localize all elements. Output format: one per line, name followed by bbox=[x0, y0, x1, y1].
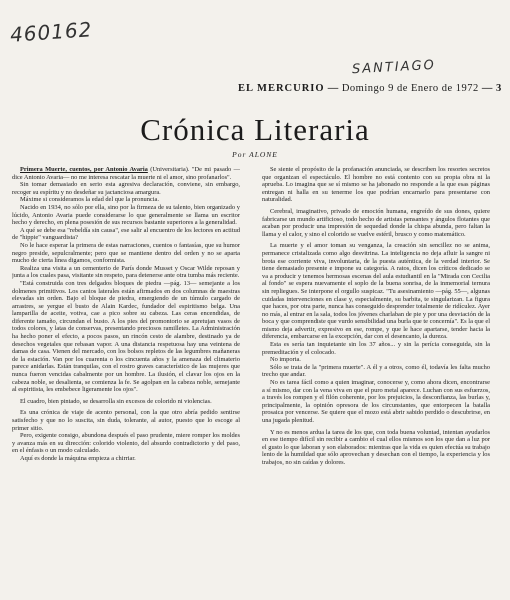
lead-paragraph bbox=[12, 166, 240, 181]
body-paragraph: No importa. bbox=[270, 356, 301, 364]
masthead-separator: — bbox=[481, 83, 493, 94]
article-column-left bbox=[12, 166, 240, 598]
body-paragraph: El cuadro, bien pintado, se desarrolla sin excesos de colorido ni violencias. bbox=[20, 397, 212, 405]
masthead-separator: — bbox=[327, 83, 339, 94]
body-paragraph: Sin tomar demasiado en serio esta agresiva declaración, conviene, sin embargo, recoger su espíritu y no desdeñar su jactanciosa amargura. bbox=[12, 181, 240, 196]
body-paragraph: Y no es menos ardua la tarea de los que, con toda buena voluntad, intentan ayudarlos en ese tiempo difícil sin recibir a cambio el cual ellos mismos son los que dan a luz por el gusto lo que laboran y son elaborados: mientras que la vida es quien efectúa su trabajo lento de la humildad que sólo aprovechan y desechan con el tiempo, la experiencia y los trabajos, no sin caídas y dolores. bbox=[262, 428, 490, 466]
lead-text: (Universitaria). "De mi pasado —dice Antonio Avaria— no me interesa rescatar la muerte ni el amor, sino profanarlos". bbox=[12, 166, 240, 181]
body-paragraph: Nacido en 1934, no sólo por ella, sino por la firmeza de su talento, bien organizado y lúcido, Antonio Avaria puede considerarse lo que generalmente se llama un escritor hecho y derecho, en plena posesión de sus recursos bastante superiores a la generalidad. bbox=[12, 203, 240, 227]
body-paragraph: Cerebral, imaginativo, privado de emoción humana, engreído de sus dones, quiere fabricarse un mundo artificioso, todo hecho de artistas pensantes y ángulos flotantes que acaban por producir una impresión de sequedad donde la chispa abunda, pero faltan la llama y el calor, y sino el colorido se vuelve estéril, brusco y como matemático. bbox=[262, 207, 490, 238]
body-paragraph: No es tarea fácil como a quien imaginar, conocerse y, como ahora dicen, encontrarse a sí mismo, dar con la vena viva en que el puro metal aparece. Luchan con sus esfuerzos, a través los rompen y el filón coherente, por los prejuicios, la desconfianza, las burlas y, principalmente, la opinión opresora de los circunstantes, que entorpecen la batalla prosaica por vencerse. Se quiere que el mozo está abrir sabido perdido o descubrirse, en una jugada plenitud. bbox=[262, 379, 490, 424]
body-paragraph: A qué se debe esa "rebeldía sin causa", ese salir al encuentro de los lectores en actitud de "hippie" vanguardista? bbox=[12, 226, 240, 242]
body-paragraph: Sólo se trata de la "primera muerte". A él y a otros, como él, todavía les falta mucho trecho que andar. bbox=[262, 363, 490, 379]
page-number: 3 bbox=[496, 83, 502, 94]
masthead bbox=[238, 83, 500, 94]
body-paragraph: Es una crónica de viaje de acento personal, con la que otro abría pedido sentirse satisfecho y que no lo suscita, sin duda, tolerante, al autor, puesto que lo escoge al primer sitio. bbox=[12, 409, 240, 432]
newspaper-name: EL MERCURIO bbox=[238, 83, 325, 94]
byline: Por ALONE bbox=[232, 150, 278, 159]
body-paragraph: No le hace esperar la primera de estas narraciones, cuentos o fantasías, que su humor negro preside, sepulcralmente; pero que se mantiene dentro del orden y no se aparta mucho de cierta línea digamos, conformista. bbox=[12, 241, 240, 265]
article-column-right bbox=[262, 166, 490, 598]
body-paragraph: La muerte y el amor toman su venganza, la creación sin sencillez no se anima, permanece cristalizada como algo desvitrina. La inteligencia no deja afluir la sangre ni brota ese corriente viva, involuntaria, de la puesta auténtica, de la verdad interior. Se tiene demasiado presente e impone su categoría. A ratos, dicen los críticos dedicado se va a producir y tenemos hermosas escenas del aula estudiantil en la "Mirada con Cecilia al fondo" se espera nuevamente el soplo de la buena sonrisa, de la inmemorial ternura sin repliegues. Se interpone el orgullo suspicaz. "Tu asesinamiento —pág. 55—, algunas cuidadas intervenciones en clase y, especialmente, su barbita, te singularizan. La figura que haces, por otra parte, nunca has conseguido desprender totalmente de ridículez. Ayer no más, al entrar en la sala, todos los jóvenes charlaban de pie y por una desviación de la boca y que comprendiste que vurdo sensibilidad una burla que te concernía". Es la que el mismo deja advertir, expresivo en ese, rompe, y que le hace apartarse, tender hacia la diferencia, embarcarse en la excepción, dar con el desencanto, la dureza. bbox=[262, 242, 490, 341]
issue-date: Domingo 9 de Enero de 1972 bbox=[341, 83, 479, 94]
body-paragraph: Se siente el propósito de la profanación anunciada, se describen los resortes secretos que organizan el espectáculo. El hombre no está contento con su propia obra ni la aprueba. Lo imagina que se sí mismo se ha jabonado no responde a la que esas páginas entregan ni halla en su tenerme los que podrían encarnarlo para presentarse con naturalidad. bbox=[262, 166, 490, 204]
handwritten-city-note: SANTIAGO bbox=[351, 57, 437, 78]
handwritten-archive-number: 460162 bbox=[9, 17, 94, 47]
body-paragraph: Realiza una visita a un cementerio de París donde Musset y Oscar Wilde reposan y junta a los cuales pasa, visitante sin respeto, para detenerse ante otra tumba más reciente. bbox=[12, 264, 240, 280]
reviewed-book-title: Primera Muerte, cuentos, por Antonio Avaria bbox=[20, 166, 148, 173]
body-paragraph: "Está construida con tres delgados bloques de piedra —pág. 13— semejante a los dolmenes primitivos. Los cantos laterales están afirmados en dos columnas de maestras elevadas sin orden. Bajo el bloque de piedra, emergiendo de un túmulo cargado de arrastres, se yergue el busto de Alain Kardec, fundador del espiritismo belga. Una lamparilla de aceite, votiva, cae a pico sobre su cabeza. Las ceras encendidas, de diferente tamaño, circundan el busto. A los pies del promontorio se apretujan vasos de todos colores, y latas de conservas, presentando preciosos ramilletes. La Administración ha hecho poner el efecto, a pocos pasos, un rincón cesto de alambre, destinado ya de desechos vegetales que rebasan vapor. A una distancia respetuosa hay una veintena de damas de casa. Vienen del mercado, con los bolsos repletos de las legumbres mañaneras de la estación. Van por los cuarenta o los cincuenta años y la amenaza del climaterio parece anidarlas. Están tranquilas, con el rostro graves característico de las mujeres que nunca fueron vencidas cabalmente por un hombre. La ilusión, el clavar los ojos en la cabeza noble, se desalienta, se comienza la fe. Se agolpan en la cabeza noble, semejante al espiritista, les embebece ligeramente los ojos". bbox=[12, 279, 240, 394]
body-paragraph: Pero, exigente consigo, abundona después el paso prudente, miere romper los moldes y avanza más en su dirección: colorido violento, del absurdo contradictorio y del paso, en el énfasis o un modo calculado. bbox=[12, 432, 240, 455]
section-title: Crónica Literaria bbox=[140, 112, 370, 147]
body-paragraph: Esta es sería tan inquietante sin los 37 años... y sin la perícia conseguida, sin la premeditación y el colocado. bbox=[262, 341, 490, 356]
body-paragraph: Máxime si consideramos la edad del que la pronuncia. bbox=[20, 196, 159, 204]
body-paragraph: Aquí es donde la máquina empieza a chirriar. bbox=[20, 454, 136, 462]
